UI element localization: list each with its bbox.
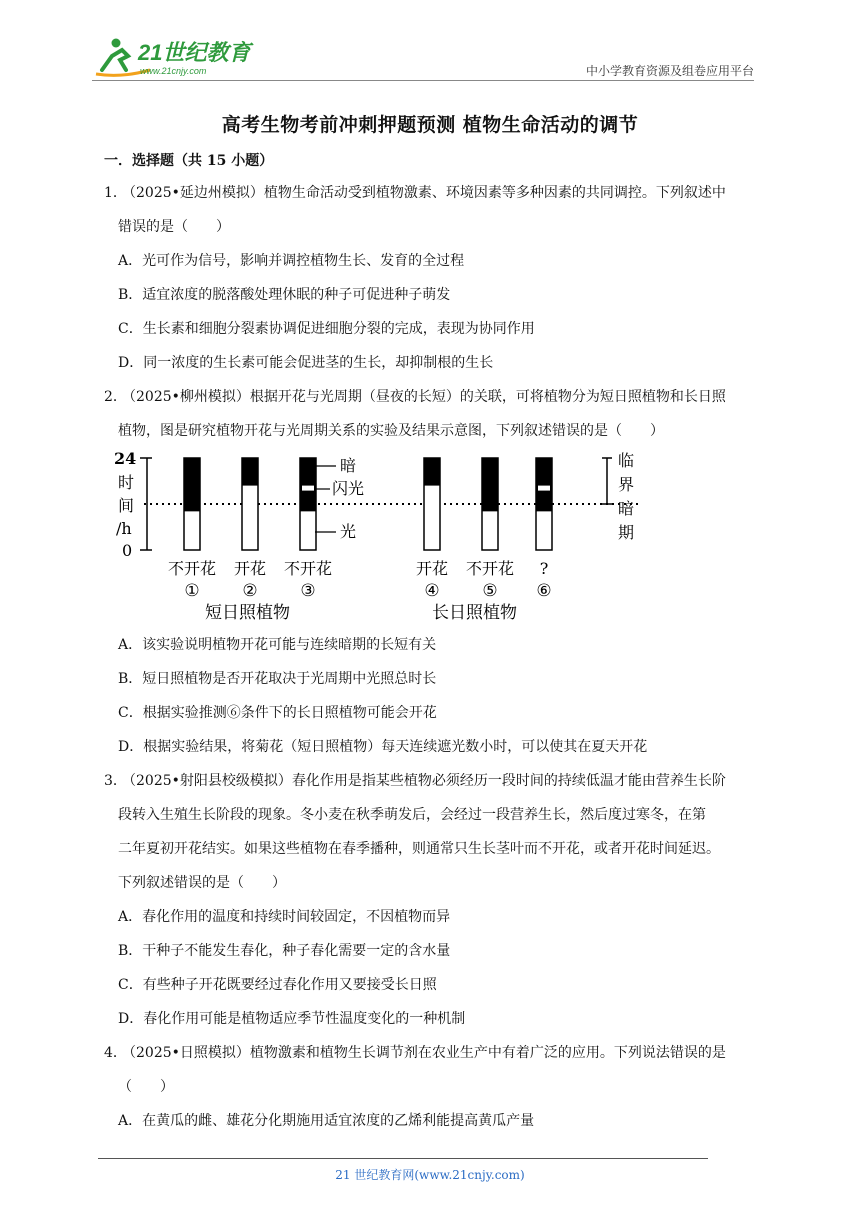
section-heading: 一．选择题（共 15 小题） — [104, 153, 274, 169]
question-number: 1． — [104, 185, 127, 201]
logo-text: 21世纪教育 — [138, 40, 251, 65]
question-2 — [104, 388, 726, 406]
critical-label-char: 暗 — [618, 499, 635, 518]
footer-divider — [98, 1158, 708, 1159]
dark-segment — [424, 458, 440, 486]
bar-result-label: 不开花 — [465, 559, 515, 578]
bar-result-label: 开花 — [233, 559, 267, 578]
option-a[interactable]: A．在黄瓜的雌、雄花分化期施用适宜浓度的乙烯利能提高黄瓜产量 — [118, 1113, 535, 1129]
critical-label-char: 临 — [618, 451, 635, 470]
bar-result-label: ? — [539, 559, 549, 578]
option-b[interactable]: B．适宜浓度的脱落酸处理休眠的种子可促进种子萌发 — [118, 287, 451, 303]
bar-result-label: 开花 — [415, 559, 449, 578]
option-a[interactable]: A．该实验说明植物开花可能与连续暗期的长短有关 — [118, 637, 437, 653]
bar-id-label: ④ — [424, 581, 440, 601]
group-label-long-day: 长日照植物 — [432, 603, 517, 623]
option-b[interactable]: B．干种子不能发生春化，种子春化需要一定的含水量 — [118, 943, 451, 959]
option-c[interactable]: C．生长素和细胞分裂素协调促进细胞分裂的完成，表现为协同作用 — [118, 321, 535, 337]
dark-segment — [242, 458, 258, 486]
question-number: 4． — [104, 1045, 127, 1061]
footer-link[interactable]: 21 世纪教育网(www.21cnjy.com) — [335, 1168, 525, 1182]
header-divider — [92, 80, 754, 81]
question-4 — [104, 1044, 726, 1062]
logo-url: www.21cnjy.com — [140, 66, 207, 76]
option-a[interactable]: A．光可作为信号，影响并调控植物生长、发育的全过程 — [118, 253, 465, 269]
dark-segment — [482, 458, 498, 511]
dark-segment — [536, 458, 552, 511]
critical-label-char: 期 — [618, 523, 635, 542]
question-stem-line: 段转入生殖生长阶段的现象。冬小麦在秋季萌发后，会经过一段营养生长，然后度过寒冬，在第 — [118, 807, 706, 823]
question-stem-line: （2025•柳州模拟）根据开花与光周期（昼夜的长短）的关联，可将植物分为短日照植物和长日照 — [122, 389, 726, 405]
option-d[interactable]: D．同一浓度的生长素可能会促进茎的生长，却抑制根的生长 — [118, 355, 494, 371]
y-axis-label-char: /h — [116, 519, 132, 538]
legend-light: 光 — [340, 522, 357, 541]
question-stem-line: 植物，图是研究植物开花与光周期关系的实验及结果示意图，下列叙述错误的是（ ） — [118, 423, 664, 439]
page-title: 高考生物考前冲刺押题预测 植物生命活动的调节 — [221, 114, 639, 136]
bar-id-label: ① — [184, 581, 200, 601]
question-1 — [104, 184, 726, 202]
question-number: 2． — [104, 389, 127, 405]
question-stem-line: 二年夏初开花结实。如果这些植物在春季播种，则通常只生长茎叶而不开花，或者开花时间延迟。 — [118, 841, 720, 857]
y-axis-top: 24 — [114, 449, 137, 468]
question-stem-line: 下列叙述错误的是（ ） — [118, 875, 286, 891]
option-a[interactable]: A．春化作用的温度和持续时间较固定，不因植物而异 — [118, 909, 451, 925]
platform-label: 中小学教育资源及组卷应用平台 — [585, 64, 754, 78]
legend-flash: 闪光 — [332, 479, 365, 498]
bar-result-label: 不开花 — [167, 559, 217, 578]
legend-dark: 暗 — [340, 456, 357, 475]
option-b[interactable]: B．短日照植物是否开花取决于光周期中光照总时长 — [118, 671, 437, 687]
y-axis-bottom: 0 — [122, 541, 133, 560]
question-3 — [104, 772, 726, 790]
question-stem-line: （2025•延边州模拟）植物生命活动受到植物激素、环境因素等多种因素的共同调控。下列叙述中 — [122, 185, 726, 201]
flash-segment — [538, 486, 550, 491]
question-stem-line: （2025•日照模拟）植物激素和植物生长调节剂在农业生产中有着广泛的应用。下列说法错误的是 — [122, 1045, 726, 1061]
option-c[interactable]: C．有些种子开花既要经过春化作用又要接受长日照 — [118, 977, 437, 993]
option-d[interactable]: D．根据实验结果，将菊花（短日照植物）每天连续遮光数小时，可以使其在夏天开花 — [118, 739, 648, 755]
bar-id-label: ③ — [300, 581, 316, 601]
bar-id-label: ⑥ — [536, 581, 552, 601]
bar-id-label: ② — [242, 581, 258, 601]
photoperiod-figure — [110, 448, 650, 628]
y-axis-label-char: 时 — [118, 473, 135, 492]
critical-label-char: 界 — [618, 475, 635, 494]
flash-segment — [302, 486, 314, 491]
dark-segment — [300, 458, 316, 511]
group-label-short-day: 短日照植物 — [205, 603, 290, 623]
question-stem-line: 错误的是（ ） — [118, 219, 230, 235]
site-logo — [92, 34, 262, 80]
question-stem-line: （2025•射阳县校级模拟）春化作用是指某些植物必须经历一段时间的持续低温才能由营养生长阶 — [122, 773, 726, 789]
dark-segment — [184, 458, 200, 511]
y-axis-label-char: 间 — [118, 496, 135, 515]
question-stem-line: （ ） — [118, 1079, 174, 1095]
option-d[interactable]: D．春化作用可能是植物适应季节性温度变化的一种机制 — [118, 1011, 466, 1027]
bar-result-label: 不开花 — [283, 559, 333, 578]
option-c[interactable]: C．根据实验推测⑥条件下的长日照植物可能会开花 — [118, 705, 437, 721]
question-number: 3． — [104, 773, 127, 789]
bar-id-label: ⑤ — [482, 581, 498, 601]
